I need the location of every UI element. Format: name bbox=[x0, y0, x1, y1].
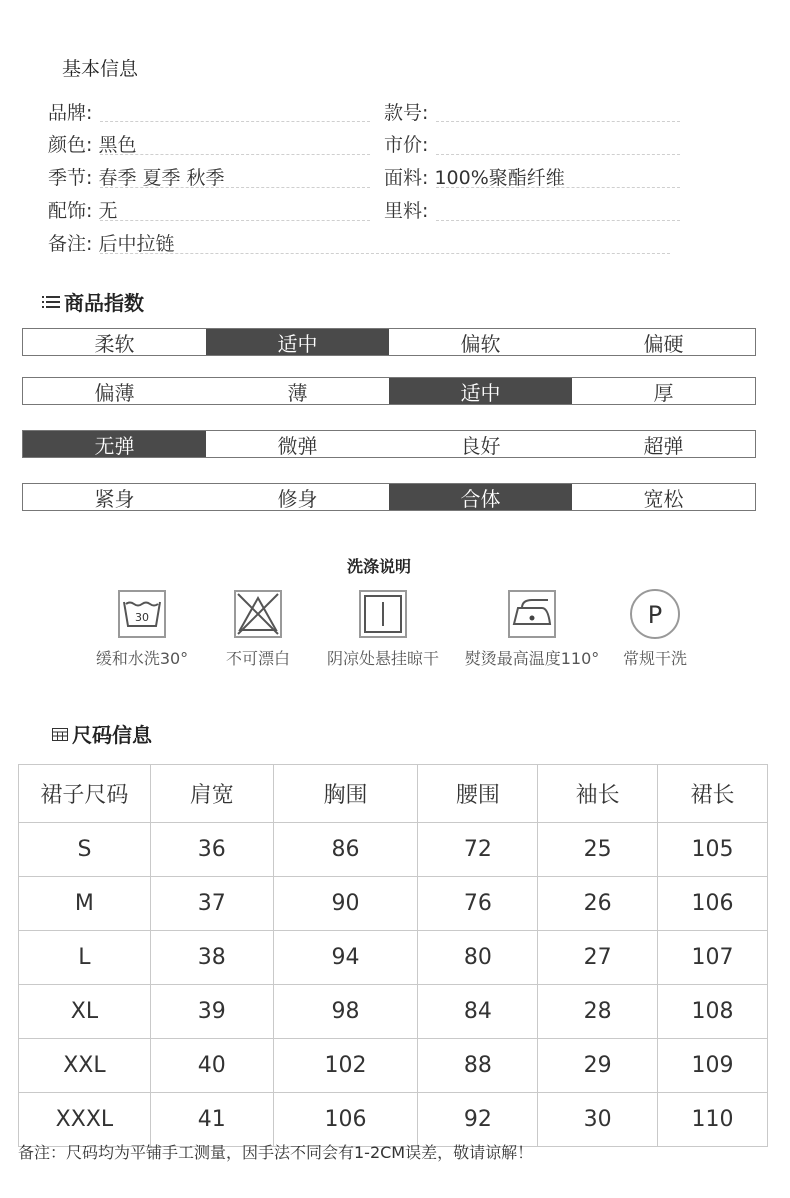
table-cell: 76 bbox=[418, 877, 538, 931]
table-cell: 106 bbox=[658, 877, 768, 931]
index-option: 微弹 bbox=[277, 433, 318, 458]
divider bbox=[100, 220, 370, 221]
table-cell: 28 bbox=[538, 985, 658, 1039]
table-cell: 107 bbox=[658, 931, 768, 985]
table-cell: S bbox=[19, 823, 151, 877]
wash-temp-text: 30 bbox=[135, 611, 149, 624]
wash-label: 熨烫最高温度110° bbox=[464, 649, 600, 668]
table-cell: 27 bbox=[538, 931, 658, 985]
table-cell: 102 bbox=[273, 1039, 418, 1093]
index-option-selected: 适中 bbox=[389, 378, 572, 404]
table-header-row bbox=[19, 765, 768, 823]
index-option-selected: 无弹 bbox=[23, 431, 206, 457]
table-cell: 37 bbox=[150, 877, 273, 931]
header-cell: 袖长 bbox=[538, 765, 658, 823]
index-option: 紧身 bbox=[94, 486, 135, 511]
accessory-field bbox=[48, 196, 117, 223]
table-cell: 110 bbox=[658, 1093, 768, 1147]
divider bbox=[436, 220, 680, 221]
remark-value: 后中拉链 bbox=[98, 233, 175, 255]
hang-dry-shade-icon bbox=[359, 590, 407, 638]
table-cell: 90 bbox=[273, 877, 418, 931]
index-option: 薄 bbox=[287, 380, 308, 405]
table-cell: L bbox=[19, 931, 151, 985]
table-cell: XL bbox=[19, 985, 151, 1039]
table-cell: 84 bbox=[418, 985, 538, 1039]
list-icon bbox=[42, 295, 60, 309]
color-field bbox=[48, 130, 136, 157]
fabric-label: 面料: bbox=[384, 167, 429, 189]
size-info-label: 尺码信息 bbox=[72, 723, 152, 747]
season-value: 春季 夏季 秋季 bbox=[98, 167, 225, 189]
remark-label: 备注: bbox=[48, 233, 93, 255]
table-row bbox=[19, 1093, 768, 1147]
divider bbox=[100, 121, 370, 122]
wash-item bbox=[313, 590, 453, 669]
basic-info-title: 基本信息 bbox=[62, 58, 139, 80]
iron-low-icon bbox=[508, 590, 556, 638]
table-cell: 94 bbox=[273, 931, 418, 985]
table-cell: 80 bbox=[418, 931, 538, 985]
no-bleach-icon bbox=[234, 590, 282, 638]
index-option: 修身 bbox=[277, 486, 318, 511]
wash-instructions-title: 洗涤说明 bbox=[347, 557, 412, 576]
table-cell: 72 bbox=[418, 823, 538, 877]
table-row bbox=[19, 877, 768, 931]
table-cell: 29 bbox=[538, 1039, 658, 1093]
table-cell: 25 bbox=[538, 823, 658, 877]
index-option: 良好 bbox=[460, 433, 501, 458]
wash-item bbox=[585, 588, 725, 669]
table-cell: 98 bbox=[273, 985, 418, 1039]
wash-label: 不可漂白 bbox=[225, 649, 290, 668]
table-row bbox=[19, 931, 768, 985]
style-no-field bbox=[384, 98, 428, 125]
table-cell: 105 bbox=[658, 823, 768, 877]
divider bbox=[436, 154, 680, 155]
fabric-value: 100%聚酯纤维 bbox=[434, 167, 565, 189]
index-option: 偏薄 bbox=[94, 380, 135, 405]
table-cell: 88 bbox=[418, 1039, 538, 1093]
lining-label: 里料: bbox=[384, 200, 429, 222]
table-cell: XXL bbox=[19, 1039, 151, 1093]
style-no-label: 款号: bbox=[384, 102, 429, 124]
season-label: 季节: bbox=[48, 167, 93, 189]
remark-field bbox=[48, 229, 174, 256]
index-option: 厚 bbox=[653, 380, 674, 405]
table-cell: 26 bbox=[538, 877, 658, 931]
wash-30-icon bbox=[118, 590, 166, 638]
table-cell: 30 bbox=[538, 1093, 658, 1147]
fabric-field bbox=[384, 163, 565, 190]
header-cell: 裙子尺码 bbox=[19, 765, 151, 823]
dry-clean-letter: P bbox=[647, 601, 663, 629]
divider bbox=[436, 187, 680, 188]
index-option-selected: 适中 bbox=[206, 329, 389, 355]
table-row bbox=[19, 1039, 768, 1093]
index-option: 宽松 bbox=[643, 486, 684, 511]
header-cell: 胸围 bbox=[273, 765, 418, 823]
table-cell: 86 bbox=[273, 823, 418, 877]
price-label: 市价: bbox=[384, 134, 429, 156]
header-cell: 腰围 bbox=[418, 765, 538, 823]
divider bbox=[100, 253, 670, 254]
thickness-index-row bbox=[22, 377, 756, 405]
wash-item bbox=[188, 590, 328, 669]
index-option: 偏硬 bbox=[643, 331, 684, 356]
elasticity-index-row bbox=[22, 430, 756, 458]
index-option-selected: 合体 bbox=[389, 484, 572, 510]
size-info-title bbox=[52, 719, 152, 748]
wash-label: 常规干洗 bbox=[622, 649, 687, 668]
table-cell: 39 bbox=[150, 985, 273, 1039]
table-cell: M bbox=[19, 877, 151, 931]
size-table bbox=[18, 764, 768, 1147]
product-index-label: 商品指数 bbox=[64, 291, 144, 315]
brand-field bbox=[48, 98, 92, 125]
index-option: 偏软 bbox=[460, 331, 501, 356]
header-cell: 裙长 bbox=[658, 765, 768, 823]
table-cell: 36 bbox=[150, 823, 273, 877]
table-cell: 92 bbox=[418, 1093, 538, 1147]
table-cell: 109 bbox=[658, 1039, 768, 1093]
header-cell: 肩宽 bbox=[150, 765, 273, 823]
color-label: 颜色: bbox=[48, 134, 93, 156]
divider bbox=[100, 154, 370, 155]
table-cell: 41 bbox=[150, 1093, 273, 1147]
index-option: 超弹 bbox=[643, 433, 684, 458]
brand-label: 品牌: bbox=[48, 102, 93, 124]
season-field bbox=[48, 163, 225, 190]
accessory-value: 无 bbox=[98, 200, 118, 222]
accessory-label: 配饰: bbox=[48, 200, 93, 222]
lining-field bbox=[384, 196, 428, 223]
table-cell: 38 bbox=[150, 931, 273, 985]
table-cell: 106 bbox=[273, 1093, 418, 1147]
table-cell: 108 bbox=[658, 985, 768, 1039]
table-row bbox=[19, 823, 768, 877]
softness-index-row bbox=[22, 328, 756, 356]
table-cell: XXXL bbox=[19, 1093, 151, 1147]
wash-item bbox=[462, 590, 602, 669]
price-field bbox=[384, 130, 428, 157]
size-note: 备注：尺码均为平铺手工测量，因手法不同会有1-2CM误差，敬请谅解！ bbox=[18, 1143, 534, 1162]
calendar-icon bbox=[52, 727, 68, 741]
wash-label: 阴凉处悬挂晾干 bbox=[326, 649, 439, 668]
index-option: 柔软 bbox=[94, 331, 135, 356]
table-row bbox=[19, 985, 768, 1039]
divider bbox=[100, 187, 370, 188]
fit-index-row bbox=[22, 483, 756, 511]
table-cell: 40 bbox=[150, 1039, 273, 1093]
product-index-title bbox=[42, 287, 144, 316]
color-value: 黑色 bbox=[98, 134, 137, 156]
divider bbox=[436, 121, 680, 122]
wash-label: 缓和水洗30° bbox=[95, 649, 189, 668]
dry-clean-icon bbox=[629, 588, 681, 640]
